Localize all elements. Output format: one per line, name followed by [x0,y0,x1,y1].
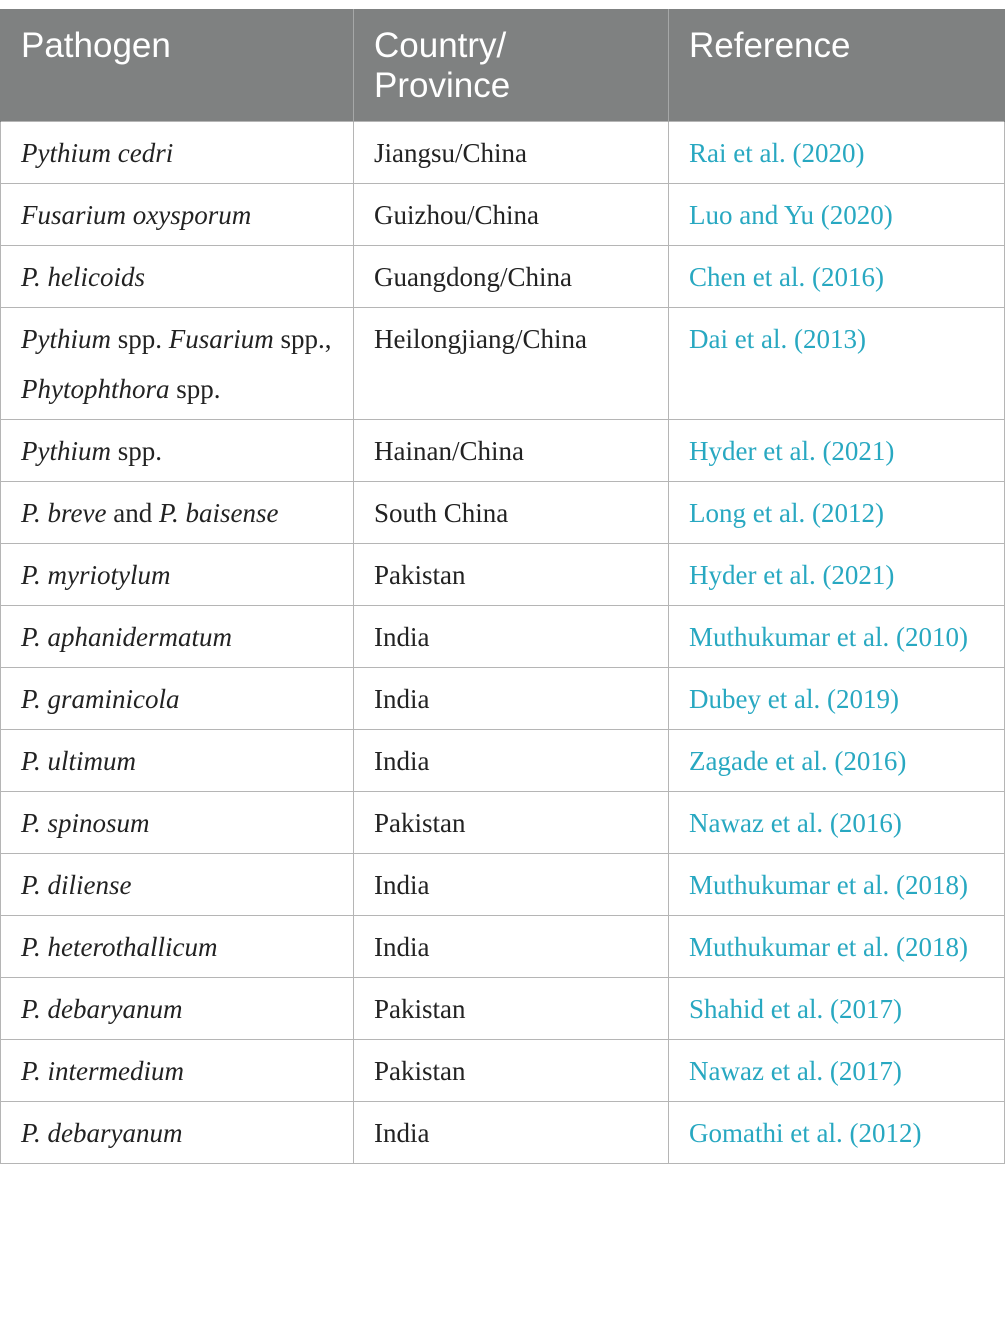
pathogen-name-italic: Pythium [21,324,111,354]
pathogen-cell [1,978,354,1040]
reference-link[interactable]: Chen et al. (2016) [669,246,1005,308]
pathogen-name-italic: Pythium cedri [21,138,174,168]
reference-link[interactable]: Hyder et al. (2021) [669,420,1005,482]
country-cell: Pakistan [354,978,669,1040]
pathogen-cell [1,606,354,668]
table-row [1,916,1005,978]
country-cell: India [354,668,669,730]
pathogen-cell [1,1040,354,1102]
table-row [1,308,1005,420]
reference-link[interactable]: Zagade et al. (2016) [669,730,1005,792]
reference-link[interactable]: Rai et al. (2020) [669,122,1005,184]
table-row [1,606,1005,668]
pathogen-table [0,9,1005,1164]
reference-link[interactable]: Dai et al. (2013) [669,308,1005,420]
pathogen-name-italic: P. diliense [21,870,132,900]
table-row [1,668,1005,730]
country-cell: India [354,606,669,668]
header-row [1,10,1005,122]
table-header [1,10,1005,122]
pathogen-name-text: spp., [273,324,332,354]
country-cell: Heilongjiang/China [354,308,669,420]
country-cell: South China [354,482,669,544]
table-row [1,854,1005,916]
reference-link[interactable]: Gomathi et al. (2012) [669,1102,1005,1164]
table-row [1,792,1005,854]
header-country-province [354,10,669,122]
pathogen-name-text: spp. [110,436,162,466]
pathogen-cell [1,668,354,730]
pathogen-name-italic: P. aphanidermatum [21,622,233,652]
country-cell: Hainan/China [354,420,669,482]
pathogen-name-text: and [106,498,159,528]
country-cell: India [354,730,669,792]
pathogen-name-italic: Phytophthora [21,374,170,404]
table-row [1,246,1005,308]
reference-link[interactable]: Nawaz et al. (2017) [669,1040,1005,1102]
country-cell: India [354,916,669,978]
pathogen-name-italic: P. debaryanum [21,994,183,1024]
pathogen-name-italic: Fusarium oxysporum [21,200,252,230]
pathogen-name-italic: P. helicoids [21,262,145,292]
reference-link[interactable]: Muthukumar et al. (2018) [669,916,1005,978]
table-row [1,122,1005,184]
reference-link[interactable]: Muthukumar et al. (2018) [669,854,1005,916]
pathogen-name-italic: P. spinosum [21,808,150,838]
country-cell: Pakistan [354,544,669,606]
reference-link[interactable]: Shahid et al. (2017) [669,978,1005,1040]
table-row [1,1102,1005,1164]
pathogen-name-italic: P. intermedium [21,1056,184,1086]
table-row [1,730,1005,792]
reference-link[interactable]: Hyder et al. (2021) [669,544,1005,606]
reference-link[interactable]: Muthukumar et al. (2010) [669,606,1005,668]
reference-link[interactable]: Long et al. (2012) [669,482,1005,544]
reference-link[interactable]: Dubey et al. (2019) [669,668,1005,730]
pathogen-cell [1,308,354,420]
pathogen-name-italic: P. ultimum [21,746,137,776]
pathogen-name-italic: Fusarium [168,324,274,354]
pathogen-name-italic: P. breve [21,498,107,528]
country-cell: Guangdong/China [354,246,669,308]
country-cell: Pakistan [354,1040,669,1102]
pathogen-name-italic: P. myriotylum [21,560,171,590]
pathogen-name-italic: P. debaryanum [21,1118,183,1148]
pathogen-cell [1,1102,354,1164]
pathogen-cell [1,122,354,184]
pathogen-name-italic: P. graminicola [21,684,180,714]
table-row [1,482,1005,544]
header-pathogen: Pathogen [1,10,354,122]
country-cell: India [354,854,669,916]
pathogen-cell [1,420,354,482]
pathogen-cell [1,916,354,978]
table-body [1,122,1005,1164]
table-row [1,978,1005,1040]
table-row [1,544,1005,606]
reference-link[interactable]: Luo and Yu (2020) [669,184,1005,246]
header-country-line2: Province [374,66,511,105]
table-row [1,184,1005,246]
pathogen-cell [1,184,354,246]
reference-link[interactable]: Nawaz et al. (2016) [669,792,1005,854]
country-cell: India [354,1102,669,1164]
table-row [1,420,1005,482]
country-cell: Jiangsu/China [354,122,669,184]
table-row [1,1040,1005,1102]
pathogen-cell [1,792,354,854]
country-cell: Pakistan [354,792,669,854]
pathogen-cell [1,246,354,308]
pathogen-name-italic: Pythium [21,436,111,466]
pathogen-cell [1,854,354,916]
header-reference: Reference [669,10,1005,122]
pathogen-cell [1,544,354,606]
pathogen-cell [1,482,354,544]
pathogen-name-text: spp. [110,324,169,354]
pathogen-cell [1,730,354,792]
header-country-line1: Country/ [374,26,507,65]
pathogen-name-italic: P. baisense [158,498,279,528]
pathogen-name-text: spp. [169,374,221,404]
pathogen-name-italic: P. heterothallicum [21,932,218,962]
country-cell: Guizhou/China [354,184,669,246]
